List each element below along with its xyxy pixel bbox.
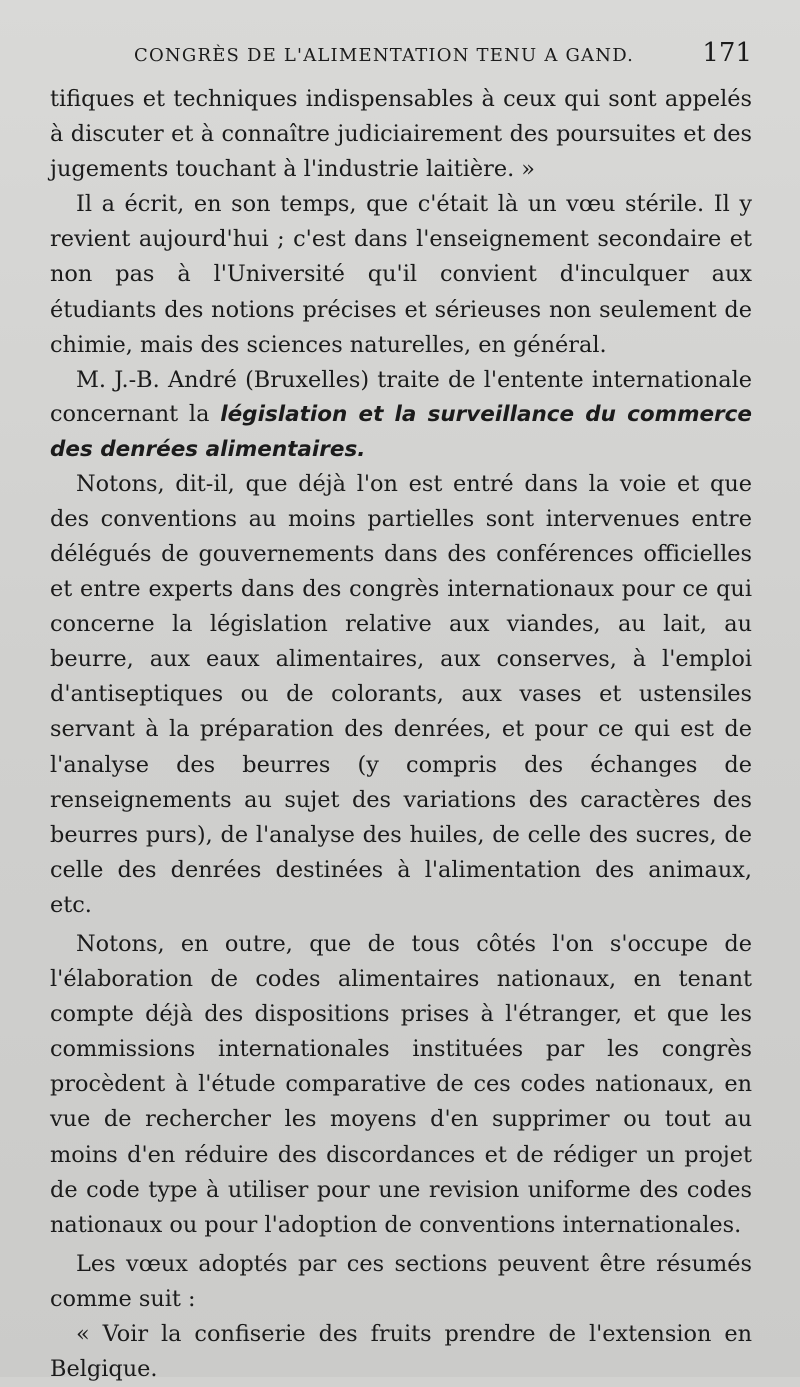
- paragraph-5: Notons, en outre, que de tous côtés l'on s'occupe de l'élaboration de codes alimentaires nationaux, en tenant compte déjà des dispositions prises à l'étranger, et que les commissions internationales instituées par les congrès procèdent à l'étude comparative de ces codes nationaux, en vue de rechercher les moyens d'en supprimer ou tout au moins d'en réduire des discordances et de rédiger un projet de code type à utiliser pour une revision uniforme des codes nationaux ou pour l'adoption de conventions internationales.: [50, 930, 752, 1238]
- running-header: [50, 38, 752, 82]
- paragraph-1: tifiques et techniques indispensables à ceux qui sont appelés à discuter et à connaître judiciairement des poursuites et des jugements touchant à l'industrie laitière. »: [50, 86, 752, 183]
- emphasized-topic: législation et la surveillance du commerce des denrées alimentaires.: [50, 401, 752, 462]
- paragraph-3-text: M. J.-B. André (Bruxelles) traite de l'entente internationale concernant la: [50, 366, 752, 427]
- paragraph-6: Les vœux adoptés par ces sections peuvent être résumés comme suit :: [50, 1250, 752, 1312]
- paragraph-2: Il a écrit, en son temps, que c'était là un vœu stérile. Il y revient aujourd'hui ; c'est dans l'enseignement secondaire et non pas à l'Université qu'il convient d'inculquer aux étudiants des notions précises et sérieuses non seulement de chimie, mais des sciences naturelles, en général.: [50, 191, 752, 358]
- body-text: [50, 82, 752, 1387]
- paragraph-3: [50, 363, 752, 467]
- page-number: 171: [702, 38, 752, 68]
- running-title: CONGRÈS DE L'ALIMENTATION TENU A GAND.: [134, 45, 635, 66]
- paragraph-4: Notons, dit-il, que déjà l'on est entré dans la voie et que des conventions au moins partielles sont intervenues entre délégués de gouvernements dans des conférences officielles et entre experts dans des congrès internationaux pour ce qui concerne la législation relative aux viandes, au lait, au beurre, aux eaux alimentaires, aux conserves, à l'emploi d'antiseptiques ou de colorants, aux vases et ustensiles servant à la préparation des denrées, et pour ce qui est de l'analyse des beurres (y compris des échanges de renseignements au sujet des variations des caractères des beurres purs), de l'analyse des huiles, de celle des sucres, de celle des denrées destinées à l'alimentation des animaux, etc.: [50, 470, 752, 918]
- paragraph-7: « Voir la confiserie des fruits prendre de l'extension en Belgique.: [50, 1321, 752, 1383]
